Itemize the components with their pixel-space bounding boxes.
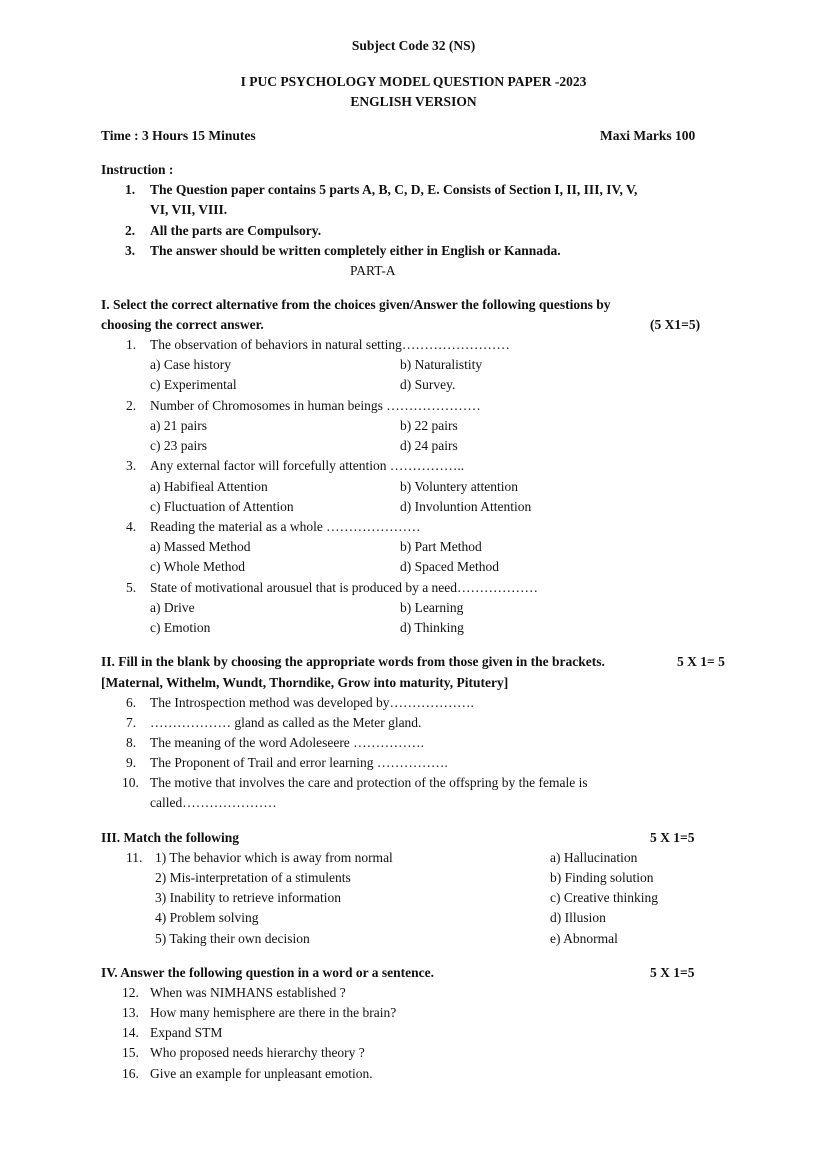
option-a: a) Drive [150, 600, 195, 615]
option-c: c) Emotion [150, 620, 211, 635]
question-number: 5. [126, 580, 137, 595]
question-number: 14. [122, 1025, 139, 1040]
match-left-item: 4) Problem solving [155, 910, 259, 925]
instruction-number: 3. [125, 243, 136, 258]
option-c: c) 23 pairs [150, 438, 207, 453]
question-number: 7. [126, 715, 137, 730]
match-right-item: b) Finding solution [550, 870, 654, 885]
instruction-text: All the parts are Compulsory. [150, 223, 322, 238]
time-duration: Time : 3 Hours 15 Minutes [101, 128, 256, 143]
question-number: 16. [122, 1066, 139, 1081]
section3-marks: 5 X 1=5 [650, 830, 695, 845]
question-text: Who proposed needs hierarchy theory ? [150, 1045, 365, 1060]
option-b: b) Learning [400, 600, 464, 615]
match-left-item: 2) Mis-interpretation of a stimulents [155, 870, 351, 885]
match-right-item: d) Illusion [550, 910, 606, 925]
section4-heading: IV. Answer the following question in a word or a sentence. [101, 965, 435, 980]
word-bank: [Maternal, Withelm, Wundt, Thorndike, Grow into maturity, Pitutery] [101, 675, 509, 690]
option-d: d) Spaced Method [400, 559, 499, 574]
question-text: Number of Chromosomes in human beings ………………… [150, 398, 481, 413]
option-d: d) Involuntion Attention [400, 499, 532, 514]
section2-heading: II. Fill in the blank by choosing the appropriate words from those given in the brackets. [101, 654, 605, 669]
section1-marks: (5 X1=5) [650, 317, 701, 332]
option-a: a) 21 pairs [150, 418, 207, 433]
match-left-item: 3) Inability to retrieve information [155, 890, 341, 905]
part-title: PART-A [350, 263, 396, 278]
question-text: The Proponent of Trail and error learning ……………. [150, 755, 448, 770]
option-d: d) 24 pairs [400, 438, 458, 453]
instruction-number: 2. [125, 223, 136, 238]
question-text: Any external factor will forcefully attention …………….. [150, 458, 465, 473]
question-number: 6. [126, 695, 137, 710]
question-text: Reading the material as a whole ………………… [150, 519, 421, 534]
section4-marks: 5 X 1=5 [650, 965, 695, 980]
section1-heading: I. Select the correct alternative from the choices given/Answer the following questions by [101, 297, 611, 312]
question-text: The observation of behaviors in natural setting…………………… [150, 337, 510, 352]
question-number: 8. [126, 735, 137, 750]
question-number: 11. [126, 850, 143, 865]
match-right-item: e) Abnormal [550, 931, 618, 946]
option-d: d) Survey. [400, 377, 456, 392]
question-number: 2. [126, 398, 137, 413]
question-number: 12. [122, 985, 139, 1000]
match-right-item: a) Hallucination [550, 850, 638, 865]
instruction-text-cont: VI, VII, VIII. [150, 202, 228, 217]
question-number: 13. [122, 1005, 139, 1020]
subject-code: Subject Code 32 (NS) [351, 38, 476, 53]
instruction-text: The Question paper contains 5 parts A, B, C, D, E. Consists of Section I, II, III, IV, V, [150, 182, 638, 197]
option-c: c) Experimental [150, 377, 237, 392]
option-d: d) Thinking [400, 620, 464, 635]
option-b: b) 22 pairs [400, 418, 458, 433]
option-c: c) Whole Method [150, 559, 245, 574]
option-a: a) Case history [150, 357, 231, 372]
match-left-item: 1) The behavior which is away from normal [155, 850, 393, 865]
question-number: 15. [122, 1045, 139, 1060]
question-text-cont: called………………… [150, 795, 277, 810]
paper-title: I PUC PSYCHOLOGY MODEL QUESTION PAPER -2023 [240, 74, 587, 89]
section2-marks: 5 X 1= 5 [677, 654, 725, 669]
instruction-heading: Instruction : [101, 162, 174, 177]
option-b: b) Voluntery attention [400, 479, 518, 494]
question-text: ……………… gland as called as the Meter gland. [150, 715, 422, 730]
paper-version: ENGLISH VERSION [350, 94, 477, 109]
section1-heading-cont: choosing the correct answer. [101, 317, 264, 332]
option-b: b) Naturalistity [400, 357, 483, 372]
question-text: The Introspection method was developed by………………. [150, 695, 474, 710]
option-a: a) Habifieal Attention [150, 479, 268, 494]
instruction-text: The answer should be written completely either in English or Kannada. [150, 243, 561, 258]
question-number: 1. [126, 337, 137, 352]
instruction-number: 1. [125, 182, 136, 197]
question-text: When was NIMHANS established ? [150, 985, 346, 1000]
question-number: 4. [126, 519, 137, 534]
section3-heading: III. Match the following [101, 830, 239, 845]
question-number: 9. [126, 755, 137, 770]
max-marks: Maxi Marks 100 [600, 128, 696, 143]
question-text: Give an example for unpleasant emotion. [150, 1066, 373, 1081]
question-number: 10. [122, 775, 139, 790]
question-text: The motive that involves the care and protection of the offspring by the female is [150, 775, 588, 790]
match-right-item: c) Creative thinking [550, 890, 658, 905]
question-text: The meaning of the word Adoleseere ……………. [150, 735, 425, 750]
question-text: How many hemisphere are there in the brain? [150, 1005, 397, 1020]
question-text: Expand STM [150, 1025, 223, 1040]
question-text: State of motivational arousuel that is produced by a need……………… [150, 580, 539, 595]
question-number: 3. [126, 458, 137, 473]
option-a: a) Massed Method [150, 539, 251, 554]
option-b: b) Part Method [400, 539, 482, 554]
option-c: c) Fluctuation of Attention [150, 499, 294, 514]
match-left-item: 5) Taking their own decision [155, 931, 310, 946]
